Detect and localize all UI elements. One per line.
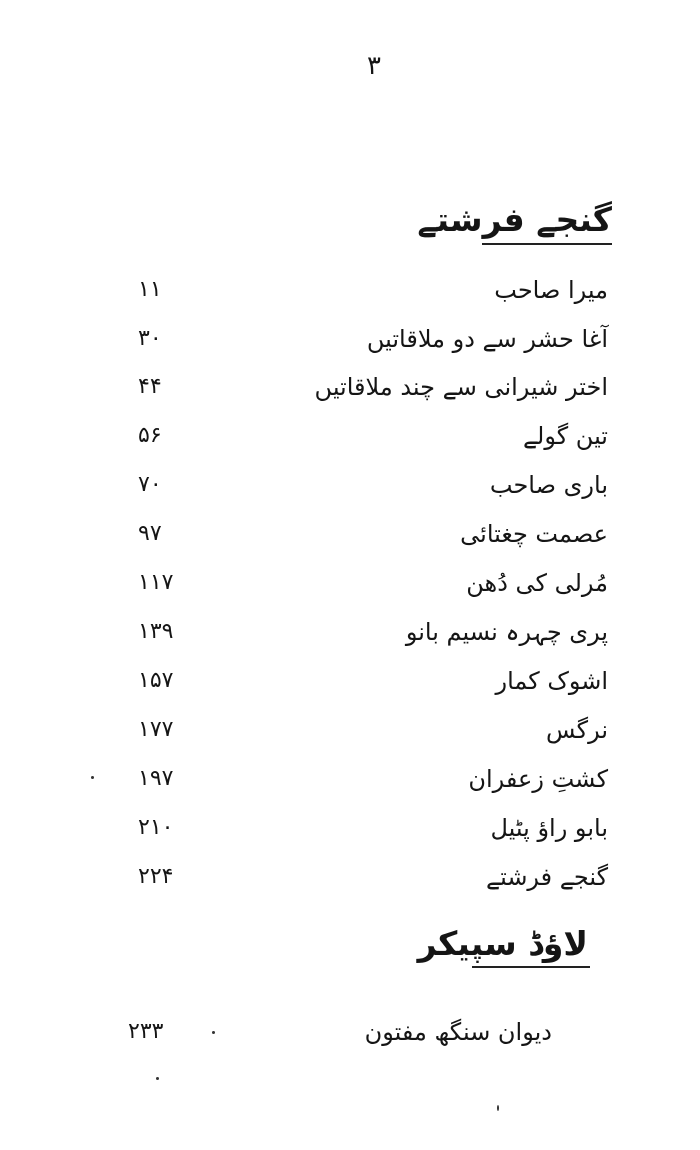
toc-entry — [0, 855, 700, 899]
toc-entry — [0, 463, 700, 507]
toc-entry — [0, 806, 700, 850]
toc-entry-title: اختر شیرانی سے چند ملاقاتیں — [314, 373, 608, 401]
section-heading: گنجے فرشتے — [417, 200, 612, 239]
toc-entry-title: اشوک کمار — [495, 667, 608, 695]
scan-speck — [497, 1105, 499, 1111]
toc-entry — [0, 1010, 700, 1054]
toc-entry-title: عصمت چغتائی — [460, 520, 608, 548]
toc-entry-page: ۲۱۰ — [138, 815, 174, 840]
toc-entry-title: پری چہرہ نسیم بانو — [405, 618, 608, 646]
toc-entry-page: ۱۹۷ — [138, 766, 174, 791]
toc-entry-title: باری صاحب — [489, 471, 608, 499]
toc-entry-page: ۹۷ — [138, 521, 162, 546]
page-number: ۳ — [367, 51, 381, 81]
section-heading-underline — [482, 243, 612, 245]
toc-entry-title: آغا حشر سے دو ملاقاتیں — [366, 325, 608, 353]
toc-entry-page: ۴۴ — [138, 374, 162, 399]
toc-entry-page: ۳۰ — [138, 326, 162, 351]
toc-entry — [0, 317, 700, 361]
toc-entry — [0, 414, 700, 458]
scan-speck — [212, 1031, 215, 1034]
scan-speck — [91, 776, 94, 779]
toc-entry-title: دیوان سنگھ مفتون — [364, 1018, 552, 1046]
toc-entry-page: ۲۳۳ — [128, 1019, 164, 1044]
section-heading: لاؤڈ سپیکر — [417, 924, 588, 963]
toc-entry-page: ۱۷۷ — [138, 717, 174, 742]
toc-entry-title: مُرلی کی دُھن — [466, 569, 608, 597]
toc-entry-page: ۱۵۷ — [138, 668, 174, 693]
toc-entry — [0, 268, 700, 312]
toc-entry-page: ۱۱ — [138, 277, 162, 302]
section-heading-underline — [472, 966, 590, 968]
scan-speck — [156, 1077, 159, 1080]
toc-entry — [0, 365, 700, 409]
toc-entry-title: کشتِ زعفران — [468, 765, 608, 793]
toc-entry-title: تین گولے — [522, 422, 608, 450]
toc-entry — [0, 708, 700, 752]
toc-entry — [0, 512, 700, 556]
toc-entry-title: نرگس — [546, 716, 608, 744]
toc-entry — [0, 659, 700, 703]
toc-entry-page: ۲۲۴ — [138, 864, 174, 889]
toc-entry-page: ۷۰ — [138, 472, 162, 497]
toc-entry-title: بابو راؤ پٹیل — [490, 814, 608, 842]
toc-entry-page: ۱۳۹ — [138, 619, 174, 644]
toc-entry-page: ۵۶ — [138, 423, 162, 448]
toc-entry — [0, 757, 700, 801]
toc-entry-title: گنجے فرشتے — [486, 863, 608, 891]
toc-entry-page: ۱۱۷ — [138, 570, 174, 595]
toc-entry — [0, 610, 700, 654]
toc-entry-title: میرا صاحب — [494, 276, 608, 304]
toc-entry — [0, 561, 700, 605]
